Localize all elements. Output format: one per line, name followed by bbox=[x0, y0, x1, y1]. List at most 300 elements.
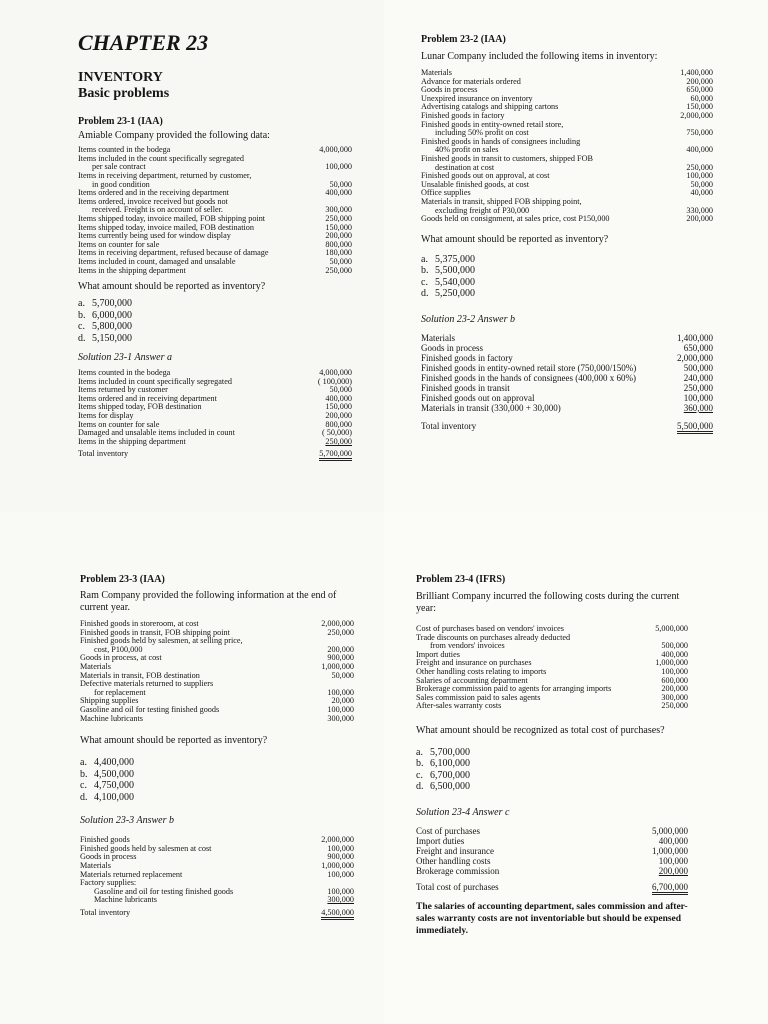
total-label: Total inventory bbox=[78, 449, 129, 459]
row-amount bbox=[308, 672, 354, 681]
answer-choice bbox=[78, 310, 352, 322]
problem-intro: Lunar Company included the following items in inventory: bbox=[421, 51, 658, 62]
amount-value: 330,000 bbox=[686, 205, 713, 215]
answer-choice bbox=[416, 747, 688, 759]
solution-rows bbox=[416, 826, 688, 876]
row-label: Cost of purchases bbox=[416, 825, 480, 836]
table-row bbox=[416, 846, 688, 856]
row-label: Brokerage commission paid to agents for arranging imports bbox=[416, 684, 612, 694]
amount-value: 1,000,000 bbox=[321, 661, 354, 671]
answer-choices bbox=[78, 298, 352, 344]
amount-value: 800,000 bbox=[325, 419, 352, 429]
amount-value: 100,000 bbox=[327, 687, 354, 697]
solution-title: Solution 23-3 Answer b bbox=[80, 815, 174, 827]
amount-value: 40,000 bbox=[690, 188, 713, 198]
solution-rows bbox=[80, 836, 354, 905]
solution-rows bbox=[78, 369, 352, 446]
problem-items bbox=[78, 146, 352, 275]
row-label: Finished goods in factory bbox=[421, 352, 513, 363]
amount-value: 150,000 bbox=[325, 402, 352, 412]
row-amount bbox=[306, 871, 354, 880]
amount-value: ( 100,000) bbox=[317, 376, 352, 386]
row-label: received. Freight is on account of seller. bbox=[92, 205, 223, 215]
amount-value: 2,000,000 bbox=[680, 110, 713, 120]
row-amount bbox=[671, 393, 713, 403]
row-label: Salaries of accounting department bbox=[416, 675, 528, 685]
amount-value: 200,000 bbox=[658, 865, 688, 876]
row-label: Office supplies bbox=[421, 188, 471, 198]
row-label: Items included in count, damaged and unsalable bbox=[78, 256, 236, 266]
row-label: Items currently being used for window display bbox=[78, 231, 231, 241]
choice-letter: a. bbox=[416, 746, 423, 758]
row-label: Finished goods in the hands of consignees (400,000 x 60%) bbox=[421, 372, 636, 383]
row-label: Trade discounts on purchases already deducted bbox=[416, 632, 571, 642]
amount-value: 300,000 bbox=[327, 713, 354, 723]
amount-value: 650,000 bbox=[683, 342, 713, 353]
choice-letter: c. bbox=[416, 769, 423, 781]
row-label: Finished goods in factory bbox=[421, 110, 505, 120]
row-label: excluding freight of P30,000 bbox=[435, 205, 530, 215]
question: What amount should be reported as inventory? bbox=[421, 233, 609, 245]
total-row bbox=[78, 446, 352, 459]
amount-value: 1,000,000 bbox=[652, 845, 688, 856]
row-label: in good condition bbox=[92, 179, 150, 189]
problem-intro: Brilliant Company incurred the following costs during the current year: bbox=[416, 591, 680, 614]
table-row bbox=[416, 856, 688, 866]
amount-value: 300,000 bbox=[325, 205, 352, 215]
amount-value: 4,000,000 bbox=[319, 145, 352, 155]
answer-choice bbox=[421, 288, 678, 300]
amount-value: 5,000,000 bbox=[652, 825, 688, 836]
row-amount bbox=[306, 896, 354, 905]
amount-value: 900,000 bbox=[327, 653, 354, 663]
row-amount bbox=[312, 163, 352, 172]
row-label: Goods in process bbox=[80, 852, 137, 862]
solution-rows bbox=[421, 333, 713, 413]
choice-letter: a. bbox=[78, 298, 85, 310]
row-label: Items for display bbox=[78, 411, 134, 421]
row-label: Items in receiving department, returned by customer, bbox=[78, 170, 252, 180]
row-amount bbox=[671, 383, 713, 393]
problem-title: Problem 23-4 (IFRS) bbox=[416, 574, 506, 585]
choice-value: 6,500,000 bbox=[430, 781, 470, 793]
problem-items-table bbox=[78, 146, 352, 275]
row-label: Items on counter for sale bbox=[78, 419, 160, 429]
section-subheading: Basic problems bbox=[78, 86, 170, 102]
table-row bbox=[416, 836, 688, 846]
answer-choice bbox=[80, 769, 354, 781]
amount-value: 200,000 bbox=[661, 684, 688, 694]
amount-value: 50,000 bbox=[329, 179, 352, 189]
question: What amount should be reported as inventory? bbox=[78, 281, 266, 293]
table-row bbox=[421, 393, 713, 403]
total-row bbox=[80, 905, 354, 918]
choice-value: 6,000,000 bbox=[92, 309, 132, 321]
choice-letter: b. bbox=[421, 265, 429, 277]
choice-letter: b. bbox=[416, 758, 424, 770]
choice-letter: d. bbox=[416, 781, 424, 793]
row-label: Other handling costs relating to imports bbox=[416, 666, 547, 676]
choice-letter: d. bbox=[421, 288, 429, 300]
row-amount bbox=[671, 343, 713, 353]
answer-choice bbox=[78, 321, 352, 333]
table-row bbox=[421, 343, 713, 353]
amount-value: 300,000 bbox=[661, 692, 688, 702]
answer-choice bbox=[416, 770, 688, 782]
table-row bbox=[80, 896, 354, 905]
problem-title: Problem 23-3 (IAA) bbox=[80, 574, 165, 585]
row-label: including 50% profit on cost bbox=[435, 128, 529, 138]
total-amount: 6,700,000 bbox=[652, 882, 688, 895]
choice-value: 5,540,000 bbox=[435, 276, 475, 288]
row-label: Items on counter for sale bbox=[78, 239, 160, 249]
row-label: cost, P100,000 bbox=[94, 644, 143, 654]
choice-value: 5,250,000 bbox=[435, 288, 475, 300]
amount-value: 250,000 bbox=[327, 627, 354, 637]
table-row bbox=[421, 403, 713, 413]
row-label: for replacement bbox=[94, 687, 146, 697]
row-amount bbox=[308, 629, 354, 638]
table-row bbox=[416, 826, 688, 836]
row-label: Items ordered, invoice received but goods not bbox=[78, 196, 228, 206]
row-label: Materials returned replacement bbox=[80, 869, 183, 879]
row-label: Finished goods in storeroom, at cost bbox=[80, 619, 199, 628]
row-label: Import duties bbox=[416, 835, 465, 846]
amount-value: 5,000,000 bbox=[655, 624, 688, 633]
table-row bbox=[78, 267, 352, 276]
amount-value: 180,000 bbox=[325, 248, 352, 258]
total-label: Total cost of purchases bbox=[416, 881, 499, 892]
amount-value: 200,000 bbox=[325, 411, 352, 421]
row-amount bbox=[671, 373, 713, 383]
amount-value: 100,000 bbox=[661, 666, 688, 676]
amount-value: 1,000,000 bbox=[655, 658, 688, 668]
row-label: Unexpired insurance on inventory bbox=[421, 93, 533, 103]
answer-choices bbox=[421, 254, 678, 300]
amount-value: 500,000 bbox=[683, 362, 713, 373]
row-label: Materials bbox=[421, 332, 455, 343]
choice-letter: b. bbox=[78, 309, 86, 321]
page-291 bbox=[384, 512, 768, 1024]
row-label: Finished goods bbox=[80, 835, 130, 845]
amount-value: 50,000 bbox=[690, 179, 713, 189]
amount-value: 360,000 bbox=[683, 402, 713, 413]
row-label: Materials in transit, FOB destination bbox=[80, 670, 200, 680]
row-amount bbox=[671, 403, 713, 413]
amount-value: 100,000 bbox=[327, 704, 354, 714]
amount-value: 200,000 bbox=[325, 231, 352, 241]
amount-value: 2,000,000 bbox=[321, 835, 354, 845]
row-label: Unsalable finished goods, at cost bbox=[421, 179, 530, 189]
total-row bbox=[421, 413, 713, 431]
row-amount bbox=[312, 189, 352, 198]
amount-value: 400,000 bbox=[661, 649, 688, 659]
row-label: Materials bbox=[80, 860, 111, 870]
table-row bbox=[421, 363, 713, 373]
answer-choice bbox=[421, 254, 678, 266]
choice-letter: b. bbox=[80, 768, 88, 780]
solution-table bbox=[416, 826, 688, 892]
choice-value: 6,700,000 bbox=[430, 769, 470, 781]
amount-value: 1,000,000 bbox=[321, 860, 354, 870]
row-label: Finished goods in entity-owned retail store (750,000/150%) bbox=[421, 362, 637, 373]
row-label: Items shipped today, FOB destination bbox=[78, 402, 202, 412]
row-label: Finished goods in transit, FOB shipping point bbox=[80, 627, 230, 637]
chapter-title: CHAPTER 23 bbox=[78, 30, 209, 55]
row-amount bbox=[670, 112, 713, 121]
row-label: Advertising catalogs and shipping cartons bbox=[421, 102, 559, 112]
page-289 bbox=[384, 0, 768, 512]
row-label: Finished goods in entity-owned retail store, bbox=[421, 119, 564, 129]
amount-value: ( 50,000) bbox=[321, 428, 352, 438]
amount-value: 300,000 bbox=[327, 895, 354, 905]
row-label: Materials in transit, shipped FOB shipping point, bbox=[421, 196, 582, 206]
choice-letter: c. bbox=[78, 321, 85, 333]
row-amount bbox=[308, 715, 354, 724]
row-label: Finished goods out on approval bbox=[421, 392, 535, 403]
row-label: Gasoline and oil for testing finished goods bbox=[80, 704, 220, 714]
amount-value: 200,000 bbox=[686, 214, 713, 224]
problem-items-table bbox=[421, 69, 713, 224]
row-label: Finished goods in hands of consignees including bbox=[421, 136, 581, 146]
problem-items bbox=[416, 625, 688, 711]
problem-title: Problem 23-1 (IAA) bbox=[78, 116, 163, 128]
table-row bbox=[416, 702, 688, 711]
total-label: Total inventory bbox=[80, 907, 131, 917]
choice-value: 5,700,000 bbox=[430, 746, 470, 758]
row-label: Items shipped today, invoice mailed, FOB shipping point bbox=[78, 213, 266, 223]
choice-letter: a. bbox=[80, 757, 87, 769]
problem-items-table bbox=[416, 625, 688, 711]
answer-choice bbox=[416, 758, 688, 770]
row-label: Items counted in the bodega bbox=[78, 145, 171, 155]
answer-choice bbox=[80, 780, 354, 792]
explanatory-note: The salaries of accounting department, sales commission and after-sales warranty costs are not inventoriable but should be expensed immediately. bbox=[416, 901, 688, 936]
amount-value: 800,000 bbox=[325, 239, 352, 249]
amount-value: 400,000 bbox=[325, 188, 352, 198]
row-amount bbox=[312, 146, 352, 155]
answer-choice bbox=[80, 792, 354, 804]
row-amount bbox=[649, 625, 688, 634]
choice-letter: c. bbox=[421, 276, 428, 288]
answer-choice bbox=[80, 757, 354, 769]
choice-letter: d. bbox=[80, 791, 88, 803]
row-label: Advance for materials ordered bbox=[421, 76, 521, 86]
table-row bbox=[78, 438, 352, 447]
problem-items bbox=[80, 620, 354, 723]
amount-value: 400,000 bbox=[658, 835, 688, 846]
problem-intro: Ram Company provided the following information at the end of current year. bbox=[80, 590, 337, 613]
total-amount: 5,500,000 bbox=[677, 421, 713, 434]
amount-value: 100,000 bbox=[327, 886, 354, 896]
total-label: Total inventory bbox=[421, 420, 477, 431]
row-amount bbox=[671, 363, 713, 373]
answer-choices bbox=[416, 747, 688, 793]
amount-value: 100,000 bbox=[327, 869, 354, 879]
row-label: Finished goods in transit bbox=[421, 382, 510, 393]
page-288 bbox=[0, 0, 384, 512]
answer-choice bbox=[421, 265, 678, 277]
choice-value: 4,500,000 bbox=[94, 768, 134, 780]
row-amount bbox=[606, 866, 688, 876]
amount-value: 50,000 bbox=[329, 385, 352, 395]
row-label: Items ordered and in the receiving department bbox=[78, 188, 229, 198]
amount-value: 1,400,000 bbox=[677, 332, 713, 343]
amount-value: 600,000 bbox=[661, 675, 688, 685]
choice-letter: a. bbox=[421, 253, 428, 265]
table-row bbox=[421, 373, 713, 383]
table-row bbox=[416, 866, 688, 876]
row-label: from vendors' invoices bbox=[430, 641, 505, 651]
row-label: Materials bbox=[80, 661, 111, 671]
solution-title: Solution 23-4 Answer c bbox=[416, 806, 510, 818]
table-row bbox=[421, 353, 713, 363]
row-label: Items returned by customer bbox=[78, 385, 168, 395]
amount-value: 100,000 bbox=[658, 855, 688, 866]
amount-value: 750,000 bbox=[686, 128, 713, 138]
row-label: Items in the shipping department bbox=[78, 436, 186, 446]
row-label: Items shipped today, invoice mailed, FOB destination bbox=[78, 222, 254, 232]
row-label: After-sales warranty costs bbox=[416, 701, 502, 711]
row-label: Brokerage commission bbox=[416, 865, 500, 876]
amount-value: 2,000,000 bbox=[321, 619, 354, 628]
solution-title: Solution 23-1 Answer a bbox=[78, 352, 172, 364]
table-row bbox=[80, 853, 354, 862]
amount-value: 250,000 bbox=[325, 436, 352, 446]
table-row bbox=[80, 715, 354, 724]
table-row bbox=[80, 654, 354, 663]
total-amount: 5,700,000 bbox=[319, 449, 352, 461]
solution-title: Solution 23-2 Answer b bbox=[421, 313, 515, 325]
row-label: Items in the shipping department bbox=[78, 265, 186, 275]
problem-items-table bbox=[80, 620, 354, 723]
row-label: destination at cost bbox=[435, 162, 495, 172]
amount-value: 60,000 bbox=[690, 93, 713, 103]
amount-value: 250,000 bbox=[325, 213, 352, 223]
page-290 bbox=[0, 512, 384, 1024]
row-label: Items ordered and in receiving department bbox=[78, 393, 217, 403]
amount-value: 100,000 bbox=[327, 843, 354, 853]
row-label: Shipping supplies bbox=[80, 696, 139, 706]
amount-value: 4,000,000 bbox=[319, 368, 352, 378]
amount-value: 400,000 bbox=[686, 145, 713, 155]
row-label: Items in receiving department, refused because of damage bbox=[78, 248, 269, 258]
choice-value: 5,150,000 bbox=[92, 332, 132, 344]
row-amount bbox=[670, 146, 713, 155]
row-amount bbox=[671, 333, 713, 343]
answer-choice bbox=[78, 333, 352, 345]
amount-value: 200,000 bbox=[327, 644, 354, 654]
amount-value: 500,000 bbox=[661, 641, 688, 651]
row-label: Gasoline and oil for testing finished goods bbox=[94, 886, 234, 896]
row-label: Materials bbox=[421, 68, 452, 77]
amount-value: 150,000 bbox=[686, 102, 713, 112]
row-label: Items included in count specifically segregated bbox=[78, 376, 232, 386]
choice-value: 6,100,000 bbox=[430, 758, 470, 770]
row-label: Sales commission paid to sales agents bbox=[416, 692, 541, 702]
row-amount bbox=[670, 215, 713, 224]
question: What amount should be reported as inventory? bbox=[80, 735, 268, 747]
amount-value: 250,000 bbox=[661, 701, 688, 711]
row-label: Freight and insurance bbox=[416, 845, 494, 856]
amount-value: 250,000 bbox=[686, 162, 713, 172]
row-amount bbox=[649, 702, 688, 711]
total-row bbox=[416, 876, 688, 892]
answer-choice bbox=[421, 277, 678, 289]
choice-value: 5,700,000 bbox=[92, 298, 132, 310]
amount-value: 100,000 bbox=[683, 392, 713, 403]
choice-value: 4,750,000 bbox=[94, 780, 134, 792]
table-row bbox=[421, 215, 713, 224]
solution-table bbox=[80, 836, 354, 917]
amount-value: 400,000 bbox=[325, 393, 352, 403]
row-amount bbox=[606, 846, 688, 856]
row-label: Damaged and unsalable items included in count bbox=[78, 428, 235, 438]
row-label: Goods in process bbox=[421, 342, 483, 353]
amount-value: 240,000 bbox=[683, 372, 713, 383]
row-amount bbox=[312, 267, 352, 276]
row-amount bbox=[303, 438, 352, 447]
row-label: Materials in transit (330,000 + 30,000) bbox=[421, 402, 561, 413]
row-label: Goods in process bbox=[421, 85, 478, 95]
total-amount: 4,500,000 bbox=[321, 908, 354, 920]
row-amount bbox=[606, 826, 688, 836]
table-row bbox=[421, 383, 713, 393]
row-amount bbox=[606, 856, 688, 866]
problem-title: Problem 23-2 (IAA) bbox=[421, 34, 506, 45]
solution-table bbox=[421, 333, 713, 431]
row-label: Finished goods held by salesmen at cost bbox=[80, 843, 212, 853]
question: What amount should be recognized as total cost of purchases? bbox=[416, 724, 665, 736]
amount-value: 200,000 bbox=[686, 76, 713, 86]
row-label: Factory supplies: bbox=[80, 878, 137, 888]
row-label: Import duties bbox=[416, 649, 460, 659]
table-row bbox=[421, 333, 713, 343]
row-label: Items counted in the bodega bbox=[78, 368, 171, 378]
row-label: Cost of purchases based on vendors' invoices bbox=[416, 624, 564, 633]
amount-value: 1,400,000 bbox=[680, 68, 713, 77]
row-amount bbox=[670, 189, 713, 198]
amount-value: 100,000 bbox=[325, 162, 352, 172]
amount-value: 250,000 bbox=[683, 382, 713, 393]
problem-items bbox=[421, 69, 713, 224]
row-label: 40% profit on sales bbox=[435, 145, 499, 155]
choice-letter: d. bbox=[78, 332, 86, 344]
choice-value: 5,375,000 bbox=[435, 253, 475, 265]
row-label: Defective materials returned to suppliers bbox=[80, 679, 214, 689]
amount-value: 150,000 bbox=[325, 222, 352, 232]
amount-value: 50,000 bbox=[331, 670, 354, 680]
choice-value: 4,400,000 bbox=[94, 757, 134, 769]
row-label: per sale contract bbox=[92, 162, 146, 172]
row-label: Items included in the count specifically segregated bbox=[78, 153, 244, 163]
row-label: Freight and insurance on purchases bbox=[416, 658, 532, 668]
amount-value: 100,000 bbox=[686, 171, 713, 181]
solution-table bbox=[78, 369, 352, 459]
choice-letter: c. bbox=[80, 780, 87, 792]
section-heading: INVENTORY bbox=[78, 70, 163, 85]
choice-value: 5,800,000 bbox=[92, 321, 132, 333]
amount-value: 2,000,000 bbox=[677, 352, 713, 363]
answer-choice bbox=[78, 298, 352, 310]
row-amount bbox=[606, 836, 688, 846]
problem-intro: Amiable Company provided the following data: bbox=[78, 130, 270, 142]
amount-value: 250,000 bbox=[325, 265, 352, 275]
row-label: Goods held on consignment, at sales price, cost P150,000 bbox=[421, 214, 610, 224]
row-label: Machine lubricants bbox=[80, 713, 143, 723]
amount-value: 900,000 bbox=[327, 852, 354, 862]
choice-value: 4,100,000 bbox=[94, 791, 134, 803]
